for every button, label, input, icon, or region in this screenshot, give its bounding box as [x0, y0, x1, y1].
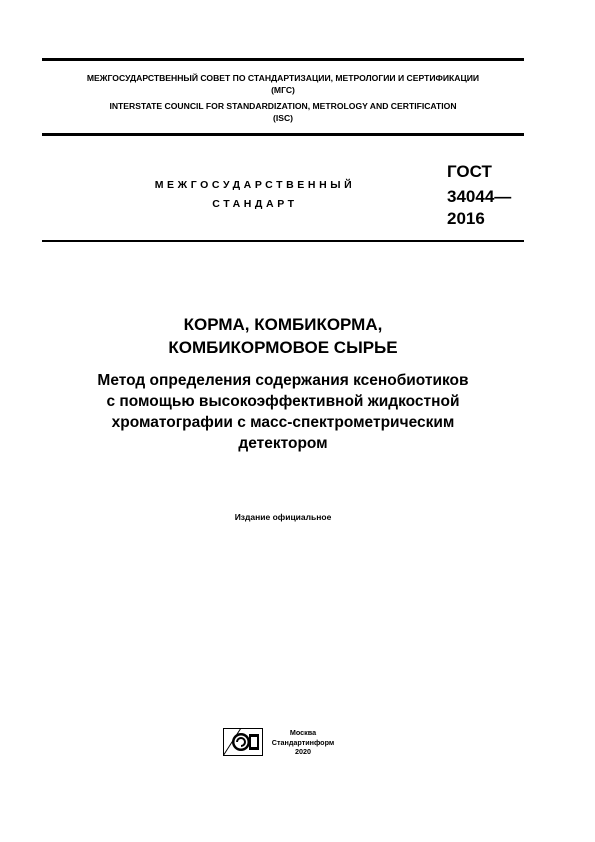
council-en-abbr: (ISC): [272, 113, 294, 123]
designation-rule: [42, 240, 524, 242]
edition-label: Издание официальное: [234, 512, 332, 522]
council-ru: МЕЖГОСУДАРСТВЕННЫЙ СОВЕТ ПО СТАНДАРТИЗАЦИИ, МЕТРОЛОГИИ И СЕРТИФИКАЦИИ: [86, 73, 480, 83]
subtitle-line3: хроматографии с масс-спектрометрическим: [111, 414, 455, 431]
title-line2: КОМБИКОРМОВОЕ СЫРЬЕ: [168, 338, 398, 357]
subtitle-line2: с помощью высокоэффективной жидкостной: [106, 393, 460, 410]
gost-year: 2016: [447, 209, 485, 228]
subtitle-line1: Метод определения содержания ксенобиотиков: [97, 372, 469, 389]
standard-type-line2: СТАНДАРТ: [212, 198, 298, 210]
header-rule-thick: [42, 133, 524, 136]
standard-type-line1: МЕЖГОСУДАРСТВЕННЫЙ: [154, 179, 356, 191]
gost-number: 34044—: [447, 187, 512, 206]
subtitle-line4: детектором: [238, 435, 328, 452]
standartinform-logo-icon: [223, 728, 263, 756]
publisher-name: Стандартинформ: [271, 737, 335, 747]
publisher-city: Москва: [289, 728, 317, 737]
top-rule-thick: [42, 58, 524, 61]
gost-prefix: ГОСТ: [447, 162, 492, 181]
council-en: INTERSTATE COUNCIL FOR STANDARDIZATION, METROLOGY AND CERTIFICATION: [109, 101, 457, 111]
publisher-block: [268, 728, 338, 757]
publisher-year: 2020: [295, 747, 311, 756]
council-ru-abbr: (МГС): [271, 85, 295, 95]
title-line1: КОРМА, КОМБИКОРМА,: [183, 315, 383, 334]
